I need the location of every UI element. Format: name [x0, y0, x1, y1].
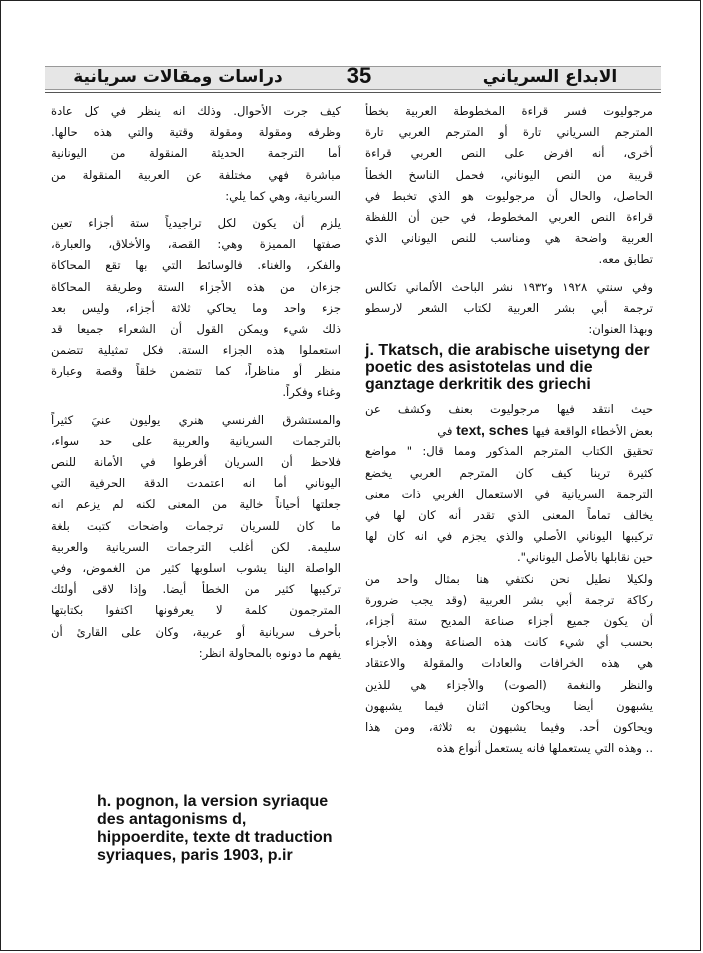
text-fragment: في — [437, 424, 453, 439]
text-line: تركيبها اليوناني الأصلي والذي يجزم في انه كان لها — [365, 529, 653, 544]
magazine-title: الابداع السرياني — [482, 67, 618, 87]
latin-book-title: j. Tkatsch, die arabische uisetyng der poetic des asistotelas und die ganztage derkritik des griechi — [365, 342, 650, 394]
text-line: يشبهون أيضا ويحاكون اثنان فيما يشبهون — [365, 698, 653, 713]
latin-fragment: text, sches — [456, 422, 529, 439]
text-line: أما الترجمة الحديثة المنقولة من اليونانية — [51, 146, 341, 161]
text-line: تركيبها كثير من الخطأ أيضا. وإذا لاقى أولئك — [51, 582, 341, 597]
text-line: كيف جرت الأحوال. وذلك انه ينظر في كل عادة — [51, 104, 341, 118]
page-number: 35 — [346, 63, 372, 88]
text-line: فلاحظ أن السريان أفرطوا في الأمانة للنص — [51, 455, 341, 469]
text-line: الواصلة الينا يشوب اسلوبها كثير من الغموض، وفي — [51, 560, 341, 575]
text-line: سليمة. لكن أغلب الترجمات السريانية والعربية — [51, 539, 341, 554]
text-line: تطابق معه. — [598, 252, 653, 267]
text-line: الحاصل، والحال أن مرجوليوت هو الذي تخبط في — [365, 188, 653, 203]
page-header — [45, 57, 661, 95]
text-line: بأحرف سريانية أو عربية، وكان على القارئ أن — [51, 624, 341, 639]
text-line: يلزم أن يكون لكل تراجيدياً ستة أجزاء تعين — [51, 215, 341, 230]
text-line: جعلتها أحياناً خالية من المعنى لكنه لم يزعم انه — [51, 497, 341, 512]
paragraph-4 — [365, 569, 653, 760]
text-line: صفتها المميزة وهي: القصة، والأخلاق، والعبارة، — [51, 237, 341, 252]
text-line: والفكر، والغناء. فالوسائط التي بها تقع المحاكاة — [51, 258, 341, 273]
text-line: بالترجمات السريانية والعربية على حد سواء، — [51, 433, 341, 448]
text-line: ما كان للسريان ترجمات واضحات كتبت بلغة — [51, 518, 341, 533]
paragraph-3 — [51, 410, 341, 664]
paragraph-2 — [51, 213, 341, 404]
text-line: يفهم ما دونوه بالمحاولة انظر: — [198, 645, 341, 660]
text-line: ترجمة أبي بشر العربية لكتاب الشعر لارسطو — [365, 300, 653, 315]
text-line: قراءة النص العربي المخطوط، في حين أن اللفظة — [365, 209, 653, 224]
text-line: ولكيلا نطيل نحن نكتفي هنا بمثال واحد من — [365, 571, 653, 586]
text-line: أن يكون جميع أجزاء صناعة المديح ستة أجزاء، — [365, 613, 653, 628]
text-line: حين نقابلها بالأصل اليوناني". — [516, 550, 653, 565]
text-line: أخرى، أنه افرض على النص العربي قراءة — [365, 146, 653, 161]
text-line: جزء واحد وما يحاكي ثلاثة أجزاء، وليس بعد — [51, 300, 341, 315]
text-line: المترجمون كلمة لا يعرفونها اكتفوا بكتابتها — [51, 603, 341, 618]
text-line: .. وهذه التي يستعملها فانه يستعمل أنواع هذه — [436, 741, 653, 756]
right-column — [365, 101, 653, 759]
paragraph-1 — [365, 101, 653, 271]
left-column — [51, 101, 341, 664]
paragraph-3 — [365, 399, 653, 569]
text-line: ركاكة ترجمة أبي بشر العربية (وقد يجب ضرورة — [365, 592, 653, 607]
text-line: منظر أو مناظراً، كما تتضمن خلقاً وقصة وعبارة — [51, 364, 341, 379]
text-line: ذلك شيء ويمكن القول أن الشعراء جميعا قد — [51, 321, 341, 336]
text-line: وفي سنتي ١٩٢٨ و١٩٣٢ نشر الباحث الألماني تكالس — [365, 279, 653, 294]
text-line: مرجوليوت فسر قراءة المخطوطة العربية بخطأ — [365, 104, 653, 118]
text-line: السريانية، وهي كما يلي: — [225, 188, 341, 203]
text-line: اليوناني أما انه اعتمدت الدقة الحرفية التي — [51, 476, 341, 491]
paragraph-1 — [51, 101, 341, 207]
text-line: استعملوا هذه الجزاء الستة. فكل تمثيلية تتضمن — [51, 343, 341, 358]
text-line: يخالف تماماً المعنى الذي تقدر أنه كان لها في — [365, 508, 653, 522]
text-line: تحقيق الكتاب المترجم المذكور ومما قال: " مواضع — [365, 444, 653, 459]
text-fragment: بعض الأخطاء الواقعة فيها — [532, 424, 653, 439]
text-line: وبهذا العنوان: — [588, 321, 653, 336]
text-line: حيث انتقد فيها مرجوليوت بعنف وكشف عن — [365, 402, 653, 417]
text-line-mixed — [365, 420, 653, 441]
text-line: وغناء وفكراً. — [282, 385, 341, 400]
text-line: قريبة من النص اليوناني، فحمل الناسخ الخطأ — [365, 167, 653, 182]
text-line: جزءان من هذه الأجزاء الستة وطريقة المحاكاة — [51, 279, 341, 294]
paragraph-2 — [365, 277, 653, 341]
text-line: كثيرة ترينا كيف كان المترجم العربي يخضع — [365, 465, 653, 480]
text-line: هي هذه الخرافات والعادات والمقولة والاعتقاد — [365, 656, 653, 671]
text-line: وظرفه ومقولة ومقولة وقتية والتي هذه حالها. — [51, 125, 341, 140]
latin-reference: h. pognon, la version syriaque des antagonisms d, hippoerdite, texte dt traduction syriaques, paris 1903, p.ir — [97, 793, 333, 864]
text-line: والنظر والنغمة (الصوت) والأجزاء هي للذين — [365, 677, 653, 692]
text-line: والمستشرق الفرنسي هنري يوليون عنيَ كثيراً — [51, 412, 341, 427]
text-line: الترجمة السريانية في الاستعمال الغربي ذات معنى — [365, 486, 653, 501]
text-line: العربية واضحة هي ومناسب للنص اليوناني الذي — [365, 231, 653, 246]
text-line: مباشرة فهي مختلفة عن العربية المنقولة من — [51, 167, 341, 182]
section-title: دراسات ومقالات سريانية — [73, 67, 283, 87]
text-line: المترجم السرياني تارة أو المترجم العربي تارة — [365, 125, 653, 140]
text-line: بحسب أي شيء كانت هذه الصناعة وهذه الأجزاء — [365, 635, 653, 650]
header-rule — [45, 92, 661, 93]
text-line: ويحاكون أحد. وفيما يشبهون به ثلاثة، ومن هذا — [365, 719, 653, 734]
